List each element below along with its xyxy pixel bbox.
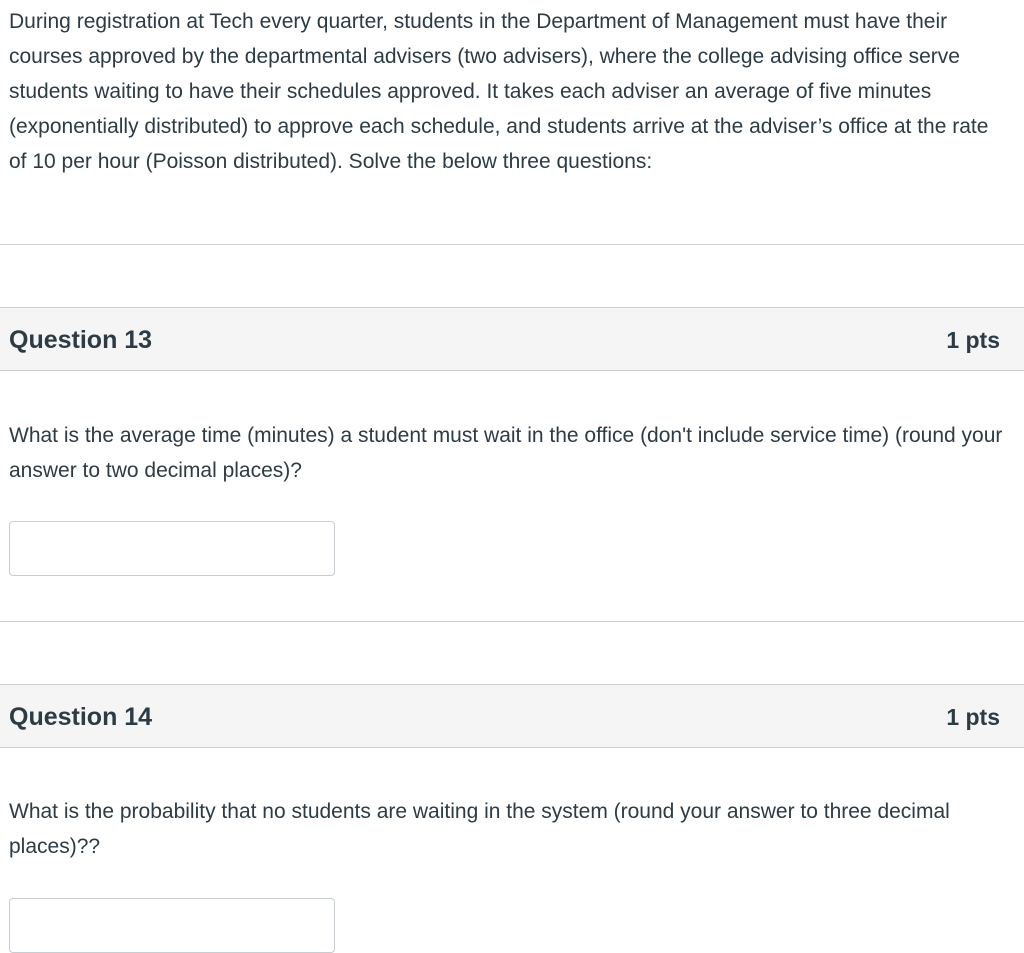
question-14-text: What is the probability that no students are waiting in the system (round your answer to three decimal places)?? <box>9 800 950 858</box>
section-divider <box>0 621 1024 622</box>
question-13-title: Question 13 <box>9 326 153 354</box>
question-13-answer-input[interactable] <box>9 521 335 576</box>
question-13-text: What is the average time (minutes) a student must wait in the office (don't include service time) (round your answer to two decimal places)? <box>9 424 1003 482</box>
question-intro-text: During registration at Tech every quarter, students in the Department of Management must have their courses approved by the departmental advisers (two advisers), where the college advising office serve students waiting to have their schedules approved. It takes each adviser an average of five minutes (exponentially distributed) to approve each schedule, and students arrive at the adviser’s office at the rate of 10 per hour (Poisson distributed). Solve the below three questions: <box>9 10 989 173</box>
question-13-header <box>0 307 1024 371</box>
question-13-points: 1 pts <box>946 327 1000 353</box>
question-14-title: Question 14 <box>9 703 153 731</box>
question-14-points: 1 pts <box>946 704 1000 730</box>
question-14-header <box>0 684 1024 748</box>
section-divider <box>0 244 1024 245</box>
question-14-answer-input[interactable] <box>9 898 335 953</box>
